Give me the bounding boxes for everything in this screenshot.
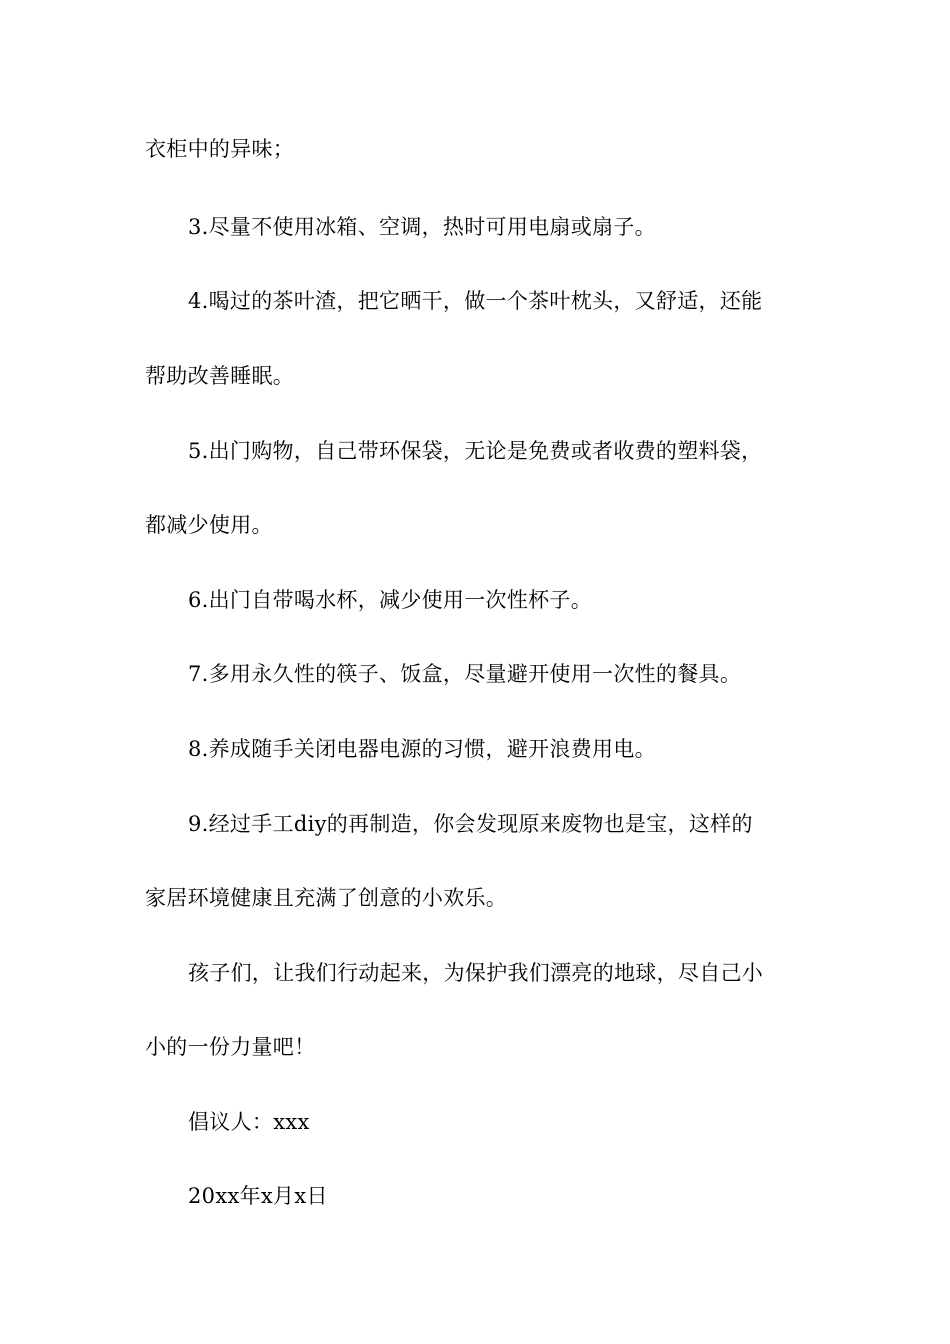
list-item-9-continued: 家居环境健康且充满了创意的小欢乐。 xyxy=(145,886,508,910)
document-date: 20xx年x月x日 xyxy=(188,1184,328,1208)
initiator-signature: 倡议人：xxx xyxy=(188,1110,310,1134)
list-item-3: 3.尽量不使用冰箱、空调，热时可用电扇或扇子。 xyxy=(188,215,656,239)
list-item-5-continued: 都减少使用。 xyxy=(145,513,273,537)
list-item-9: 9.经过手工diy的再制造，你会发现原来废物也是宝，这样的 xyxy=(188,812,753,836)
list-item-4-continued: 帮助改善睡眠。 xyxy=(145,364,295,388)
closing-paragraph-continued: 小的一份力量吧！ xyxy=(145,1035,316,1059)
list-item-6: 6.出门自带喝水杯，减少使用一次性杯子。 xyxy=(188,588,593,612)
list-item-8: 8.养成随手关闭电器电源的习惯，避开浪费用电。 xyxy=(188,737,656,761)
list-item-4: 4.喝过的茶叶渣，把它晒干，做一个茶叶枕头，又舒适，还能 xyxy=(188,289,763,313)
list-item-7: 7.多用永久性的筷子、饭盒，尽量避开使用一次性的餐具。 xyxy=(188,662,742,686)
text-line-wardrobe: 衣柜中的异味； xyxy=(145,137,295,161)
list-item-5: 5.出门购物，自己带环保袋，无论是免费或者收费的塑料袋， xyxy=(188,439,763,463)
closing-paragraph: 孩子们，让我们行动起来，为保护我们漂亮的地球，尽自己小 xyxy=(188,961,764,985)
